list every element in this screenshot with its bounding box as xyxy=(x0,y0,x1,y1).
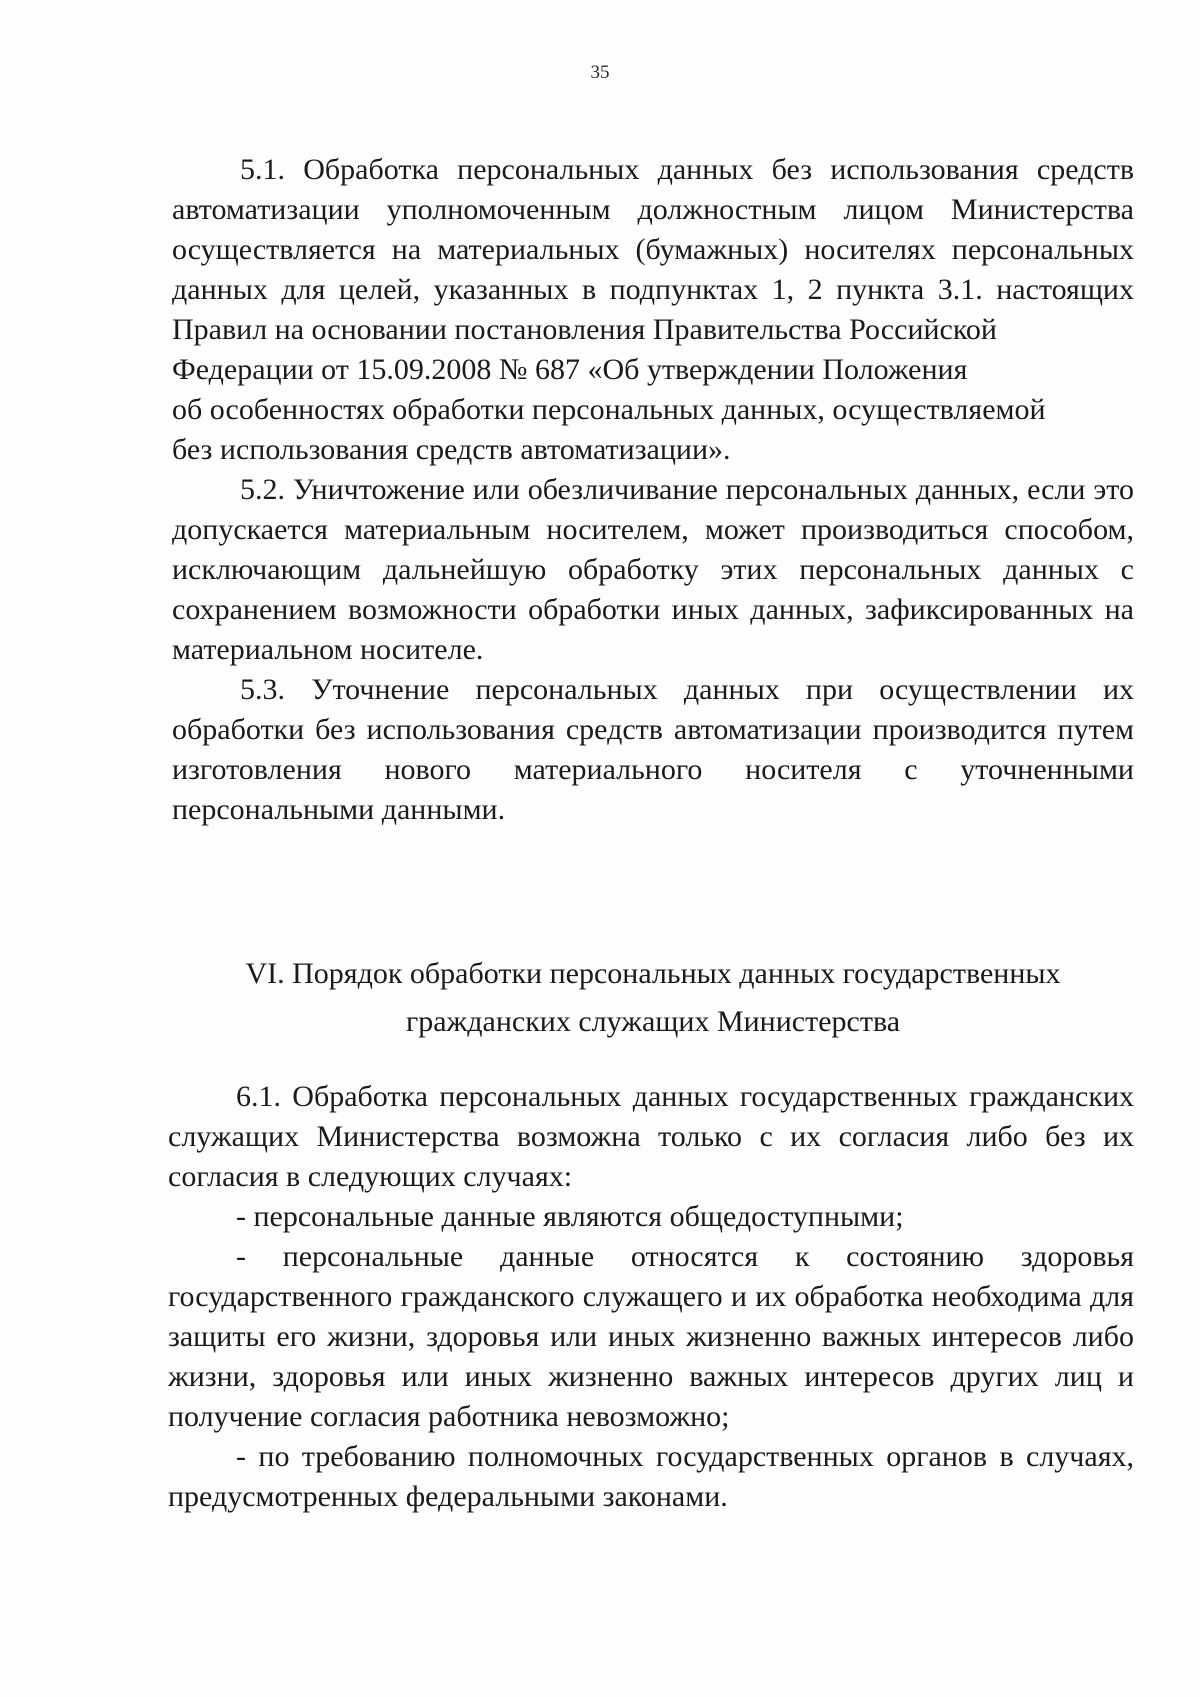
page-number: 35 xyxy=(590,62,610,83)
paragraph-5-2: 5.2. Уничтожение или обезличивание персональных данных, если это допускается материальным носителем, может производиться способом, исключающим дальнейшую обработку этих персональных данных с сохранением возможности обработки иных данных, зафиксированных на материальном носителе. xyxy=(172,473,1134,666)
paragraph-5-3: 5.3. Уточнение персональных данных при осуществлении их обработки без использования средств автоматизации производится путем изготовления нового материального носителя с уточненными персональными данными. xyxy=(172,673,1134,826)
section-6-heading-line-2: гражданских служащих Министерства xyxy=(405,1005,901,1038)
paragraph-5-1-text: 5.1. Обработка персональных данных без использования средств автоматизации уполномоченным должностным лицом Министерства осуществляется на материальных (бумажных) носителях персональных данных для целей, указанных в подпунктах 1, 2 пункта 3.1. настоящих Правил на основании постановления Правительства Российской xyxy=(172,153,1134,346)
paragraph-5-1-line-6: Федерации от 15.09.2008 № 687 «Об утверждении Положения xyxy=(172,353,968,386)
paragraph-5-1-line-7: об особенностях обработки персональных данных, осуществляемой xyxy=(172,393,1046,426)
paragraph-6-1: 6.1. Обработка персональных данных государственных гражданских служащих Министерства возможна только с их согласия либо без их согласия в следующих случаях: xyxy=(168,1080,1134,1193)
list-item-health-data: - персональные данные относятся к состоянию здоровья государственного гражданского служащего и их обработка необходима для защиты его жизни, здоровья или иных жизненно важных интересов либо жизни, здоровья или иных жизненно важных интересов других лиц и получение согласия работника невозможно; xyxy=(168,1240,1134,1433)
list-item-authority-request: - по требованию полномочных государственных органов в случаях, предусмотренных федеральными законами. xyxy=(168,1440,1134,1513)
section-6-text xyxy=(168,1077,1134,1517)
section-6-heading xyxy=(172,950,1134,1046)
section-5-text xyxy=(172,150,1134,830)
paragraph-5-1-line-8: без использования средств автоматизации». xyxy=(172,433,731,466)
section-6-heading-line-1: VI. Порядок обработки персональных данных государственных xyxy=(245,957,1061,990)
list-item-public-data: - персональные данные являются общедоступными; xyxy=(236,1200,904,1233)
paragraph-5-1 xyxy=(172,150,1134,470)
